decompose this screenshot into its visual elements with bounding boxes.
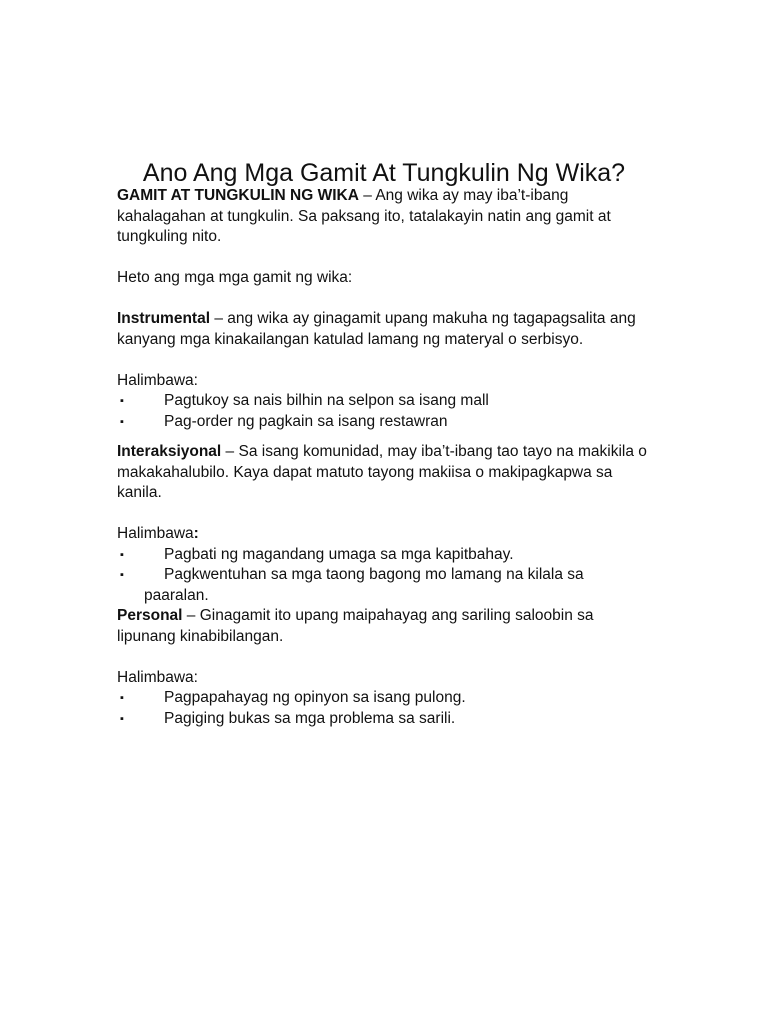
list-item [117,391,647,412]
intro-text: – Ang wika ay may iba’t-ibang kahalagahan at tungkulin. Sa paksang ito, tatalakayin natin ang gamit at tungkuling nito. [117,187,611,245]
intro-term: GAMIT AT TUNGKULIN NG WIKA [117,187,359,204]
list-item-text: Pagpapahayag ng opinyon sa isang pulong. [164,689,466,706]
list-item-text: Pagiging bukas sa mga problema sa sarili. [164,709,456,727]
section-term: Instrumental [117,310,211,327]
list-item [117,412,647,433]
list-item-text: Pagbati ng magandang umaga sa mga kapitbahay. [164,545,514,563]
bullet-icon: ▪ [120,395,124,407]
example-label [117,524,647,545]
section-interaksiyonal [117,442,647,504]
lead-paragraph: Heto ang mga mga gamit ng wika: [117,269,353,286]
section-text: – Ginagamit ito upang maipahayag ang sariling saloobin sa lipunang kinabibilangan. [117,607,594,645]
list-item [117,545,647,566]
section-term: Interaksiyonal [117,443,222,460]
example-label-text: Halimbawa [117,525,194,542]
document-body [117,186,647,729]
list-item-text: Pagkwentuhan sa mga taong bagong mo lamang na kilala sa [164,566,584,583]
page-title: Ano Ang Mga Gamit At Tungkulin Ng Wika? [142,158,626,187]
example-list [117,545,647,607]
bullet-icon: ▪ [120,692,124,704]
section-text: – Sa isang komunidad, may iba’t-ibang tao tayo na makikila o makakahalubilo. Kaya dapat matuto tayong makiisa o makipagkapwa sa kanila. [117,443,647,501]
bullet-icon: ▪ [120,548,124,561]
bullet-icon: ▪ [120,712,124,725]
bullet-icon: ▪ [120,415,124,428]
intro-paragraph [117,186,647,248]
list-item [117,709,647,730]
bullet-icon: ▪ [120,569,124,581]
section-instrumental [117,309,647,350]
section-term: Personal [117,607,183,624]
example-label-colon: : [193,525,199,542]
list-item-text: Pagtukoy sa nais bilhin na selpon sa isang mall [164,392,489,409]
list-item [117,565,647,606]
example-list [117,688,647,729]
list-item-text-continued: paaralan. [144,586,209,604]
section-personal [117,606,647,647]
example-list [117,391,647,432]
list-item [117,688,647,709]
section-text: – ang wika ay ginagamit upang makuha ng tagapagsalita ang kanyang mga kinakailangan katulad lamang ng materyal o serbisyo. [117,310,636,348]
example-label: Halimbawa: [117,371,198,389]
example-label: Halimbawa: [117,668,198,686]
list-item-text: Pag-order ng pagkain sa isang restawran [164,412,448,430]
